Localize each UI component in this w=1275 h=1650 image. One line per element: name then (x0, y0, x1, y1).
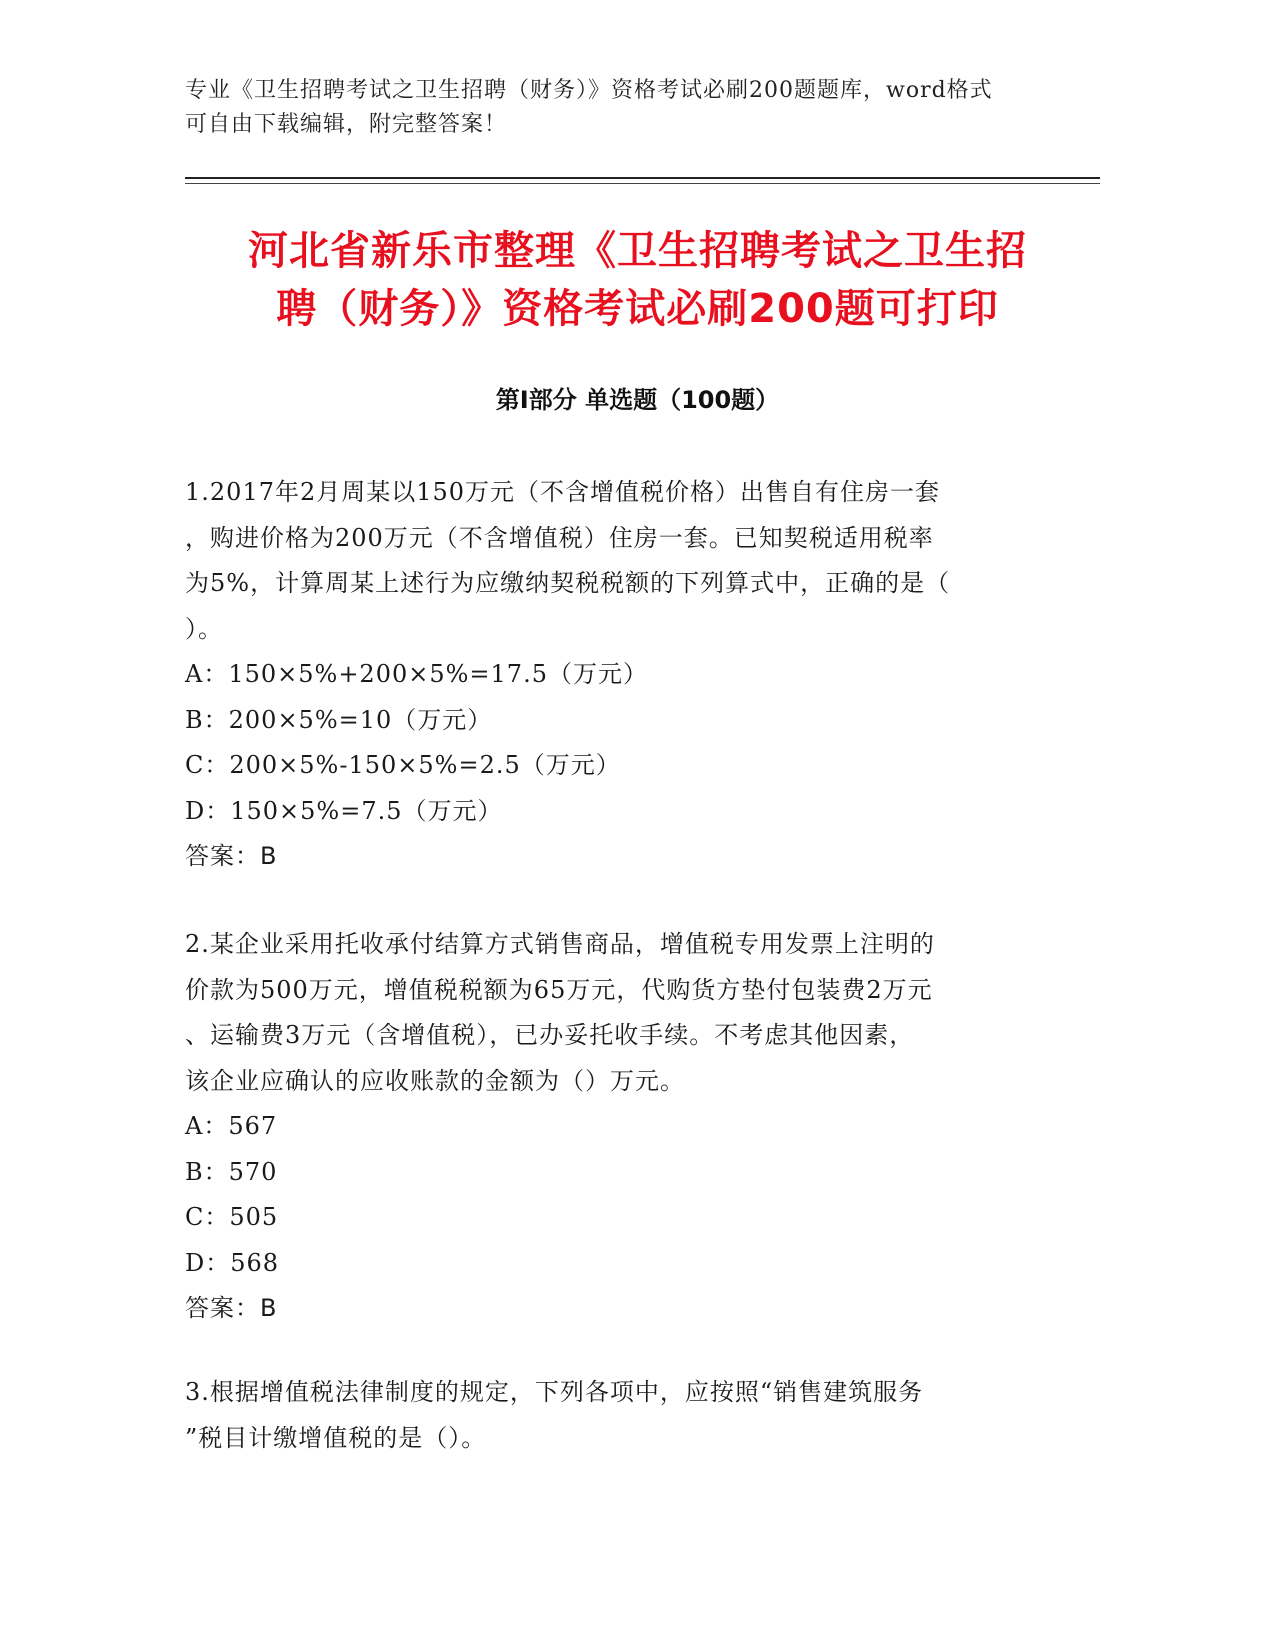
answer-option: A：567 (185, 1112, 278, 1140)
answer-option: D：150×5%=7.5（万元） (185, 796, 503, 825)
answer-option: B：200×5%=10（万元） (185, 705, 493, 734)
answer-key: 答案：B (185, 1294, 278, 1322)
header-note-line: 可自由下载编辑，附完整答案！ (185, 112, 508, 137)
question-text-line: ”税目计缴增值税的是（）。 (185, 1423, 487, 1452)
question-text-line: 、运输费3万元（含增值税），已办妥托收手续。不考虑其他因素， (185, 1021, 915, 1049)
header-divider-thick (185, 177, 1100, 179)
answer-option: B：570 (185, 1157, 278, 1186)
question-block (185, 1370, 1065, 1461)
answer-option: D：568 (185, 1248, 280, 1277)
question-block (185, 470, 1065, 880)
question-text-line: 为5%，计算周某上述行为应缴纳契税税额的下列算式中，正确的是（ (185, 569, 951, 597)
question-text-line: ，购进价格为200万元（不含增值税）住房一套。已知契税适用税率 (185, 523, 934, 552)
document-title-line: 河北省新乐市整理《卫生招聘考试之卫生招 (248, 228, 1027, 274)
document-title-line: 聘（财务）》资格考试必刷200题可打印 (276, 286, 999, 332)
question-text-line: 1.2017年2月周某以150万元（不含增值税价格）出售自有住房一套 (185, 478, 941, 506)
section-heading: 第Ⅰ部分 单选题（100题） (495, 386, 780, 414)
header-note (185, 74, 1065, 142)
question-text-line: 2.某企业采用托收承付结算方式销售商品，增值税专用发票上注明的 (185, 930, 935, 958)
question-text-line: 该企业应确认的应收账款的金额为（）万元。 (185, 1066, 685, 1095)
answer-option: C：200×5%-150×5%=2.5（万元） (185, 751, 621, 779)
question-text-line: ）。 (185, 614, 223, 643)
question-text-line: 3.根据增值税法律制度的规定，下列各项中，应按照“销售建筑服务 (185, 1378, 924, 1406)
question-block (185, 922, 1065, 1332)
question-text-line: 价款为500万元，增值税税额为65万元，代购货方垫付包装费2万元 (185, 975, 933, 1004)
answer-option: A：150×5%+200×5%=17.5（万元） (185, 660, 648, 688)
header-note-line: 专业《卫生招聘考试之卫生招聘（财务）》资格考试必刷200题题库，word格式 (185, 78, 993, 103)
document-title (150, 222, 1125, 338)
answer-key: 答案：B (185, 842, 278, 870)
header-divider-thin (185, 183, 1100, 184)
answer-option: C：505 (185, 1203, 279, 1231)
